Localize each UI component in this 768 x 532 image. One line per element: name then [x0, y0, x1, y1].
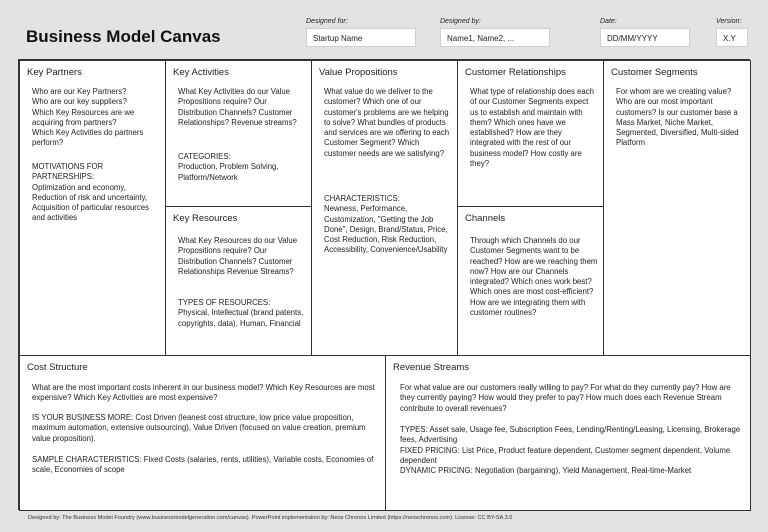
key-partners-title: Key Partners: [27, 67, 82, 78]
key-resources-questions: What Key Resources do our Value Propositions require? Our Distribution Channels? Customer Relationships Revenue Streams?: [178, 236, 298, 276]
key-resources-title: Key Resources: [173, 213, 238, 224]
revenue-streams-block[interactable]: [385, 355, 751, 511]
business-model-canvas: [18, 59, 750, 510]
key-partners-motivations: MOTIVATIONS FOR PARTNERSHIPS: Optimization and economy, Reduction of risk and uncertainty, Acquisition of particular resources and activities: [32, 162, 150, 223]
channels-block[interactable]: [457, 206, 604, 356]
customer-segments-questions: For whom are we creating value? Who are our most important customers? Is our customer base a Mass Market, Niche Market, Segmented, Diversified, Multi-sided Platform: [616, 87, 739, 148]
customer-relationships-block[interactable]: [457, 60, 604, 207]
key-activities-block[interactable]: [165, 60, 312, 207]
key-activities-questions: What Key Activities do our Value Propositions require? Our Distribution Channels? Customer Relationships? Revenue streams?: [178, 87, 297, 127]
customer-segments-block[interactable]: [603, 60, 751, 356]
key-partners-block[interactable]: [19, 60, 166, 356]
customer-relationships-title: Customer Relationships: [465, 67, 566, 78]
cost-structure-questions: What are the most important costs inherent in our business model? Which Key Resources are most expensive? Which Key Activities are most expensive?: [32, 383, 375, 403]
key-activities-categories: CATEGORIES: Production, Problem Solving, Platform/Network: [178, 152, 279, 182]
cost-structure-characteristics: SAMPLE CHARACTERISTICS: Fixed Costs (salaries, rents, utilities), Variable costs, Economies of scale, Economies of scope: [32, 455, 374, 475]
date-field[interactable]: DD/MM/YYYY: [600, 28, 690, 47]
revenue-streams-questions: For what value are our customers really willing to pay? For what do they currently pay? How are they currently paying? How would they prefer to pay? How much does each Revenue Stream contribute to overall revenues?: [400, 383, 731, 413]
value-propositions-block[interactable]: [311, 60, 458, 356]
cost-structure-block[interactable]: [19, 355, 386, 511]
designed-by-label: Designed by:: [440, 18, 481, 25]
value-propositions-title: Value Propositions: [319, 67, 398, 78]
value-propositions-questions: What value do we deliver to the customer? Which one of our customer's problems are we helping to solve? What bundles of products and services are we offering to each Customer Segment? Which customer needs are we satisfying?: [324, 87, 450, 158]
designed-for-field[interactable]: Startup Name: [306, 28, 416, 47]
cost-structure-business-type: IS YOUR BUSINESS MORE: Cost Driven (leanest cost structure, low price value proposition, maximum automation, extensive outsourcing), Value Driven (focused on value creation, premium value proposition).: [32, 413, 366, 443]
page-title: Business Model Canvas: [26, 27, 221, 46]
key-resources-block[interactable]: [165, 206, 312, 356]
customer-segments-title: Customer Segments: [611, 67, 698, 78]
key-resources-types: TYPES OF RESOURCES: Physical, Intellectual (brand patents, copyrights, data), Human, Financial: [178, 298, 304, 328]
cost-structure-title: Cost Structure: [27, 362, 88, 373]
footer-credits: Designed by: The Business Model Foundry (www.businessmodelgeneration.com/canvas). PowerPoint implementation by: Neos Chronos Limited (https://neoschronos.com). License: CC BY-SA 3.0: [28, 515, 513, 521]
version-label: Version:: [716, 18, 742, 25]
key-activities-title: Key Activities: [173, 67, 229, 78]
channels-questions: Through which Channels do our Customer Segments want to be reached? How are we reaching them now? How are our Channels integrated? Which ones work best? Which ones are most cost-efficient? How are we integrating them with customer routines?: [470, 236, 598, 318]
channels-title: Channels: [465, 213, 506, 224]
value-propositions-characteristics: CHARACTERISTICS: Newness, Performance, Customization, "Getting the Job Done", Design, Brand/Status, Price, Cost Reduction, Risk Reduction, Accessibility, Convenience/Usability: [324, 194, 448, 255]
key-partners-questions: Who are our Key Partners? Who are our key suppliers? Which Key Resources are we acquiring from partners? Which Key Activities do partners perform?: [32, 87, 144, 148]
designed-by-field[interactable]: Name1, Name2, ...: [440, 28, 550, 47]
date-label: Date:: [600, 18, 617, 25]
revenue-streams-pricing: TYPES: Asset sale, Usage fee, Subscription Fees, Lending/Renting/Leasing, Licensing, Brokerage fees, Advertising FIXED PRICING: List Price, Product feature dependent, Customer segment dependent, Volume dependent DYNAMIC PRICING: Negotiation (bargaining), Yield Management, Real-time-Market: [400, 425, 741, 476]
designed-for-label: Designed for:: [306, 18, 348, 25]
version-field[interactable]: X.Y: [716, 28, 748, 47]
revenue-streams-title: Revenue Streams: [393, 362, 470, 373]
customer-relationships-questions: What type of relationship does each of our Customer Segments expect us to establish and maintain with them? Which ones have we established? How are they integrated with the rest of our business model? How costly are they?: [470, 87, 594, 169]
